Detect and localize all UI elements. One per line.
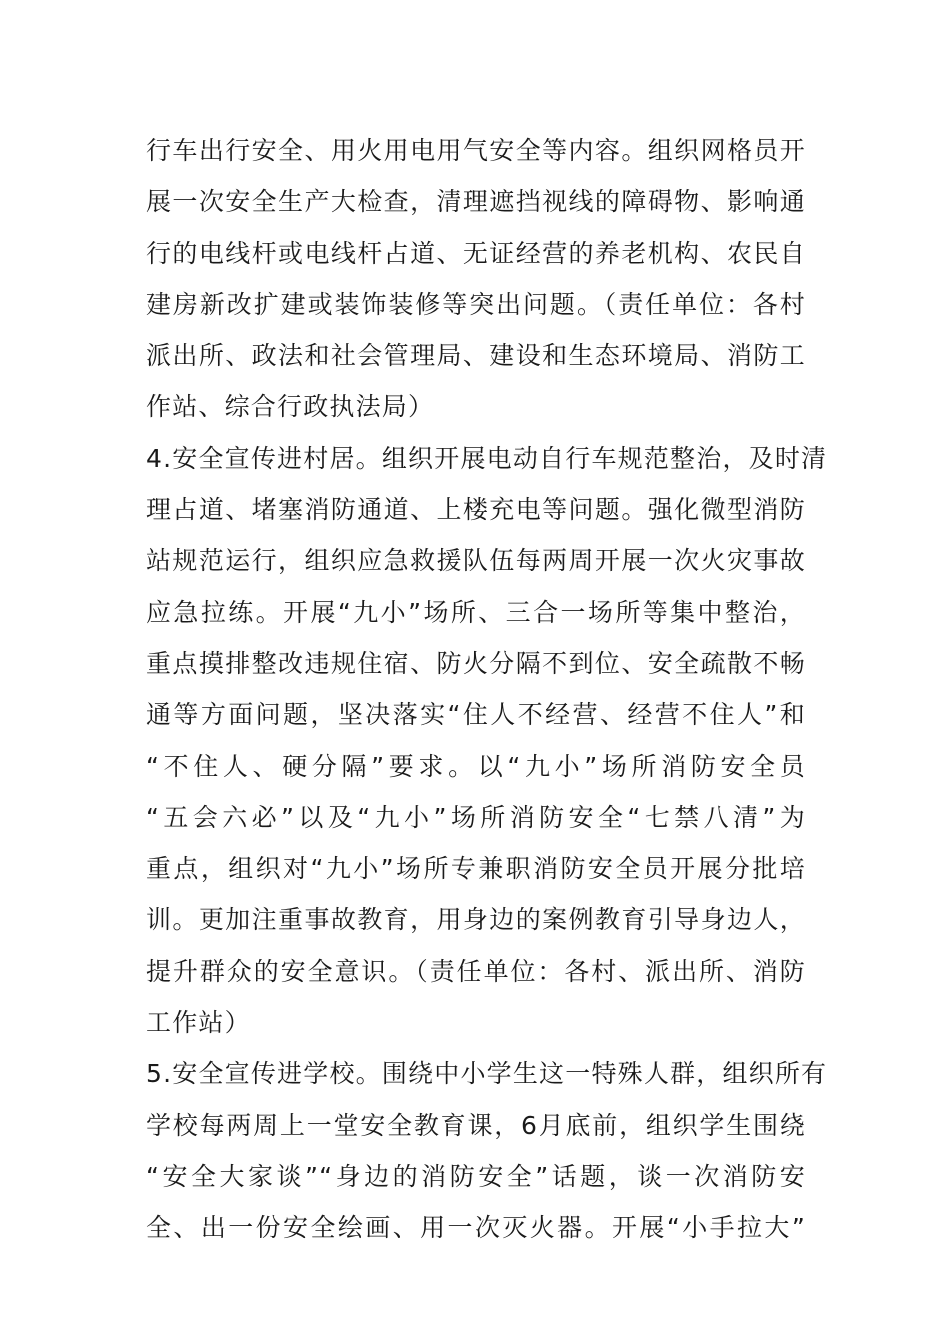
text-line: 行的电线杆或电线杆占道、无证经营的养老机构、农民自 <box>146 238 806 268</box>
text-line: 重点，组织对“九小”场所专兼职消防安全员开展分批培 <box>146 854 806 884</box>
section-4-heading-line: 4.安全宣传进村居。组织开展电动自行车规范整治，及时清 <box>146 443 828 473</box>
section-5-heading-line: 5.安全宣传进学校。围绕中小学生这一特殊人群，组织所有 <box>146 1059 828 1089</box>
text-line: 行车出行安全、用火用电用气安全等内容。组织网格员开 <box>146 136 806 165</box>
text-line: “安全大家谈”“身边的消防安全”话题，谈一次消防安 <box>146 1161 806 1191</box>
text-line: “不住人、硬分隔”要求。以“九小”场所消防安全员 <box>146 751 806 781</box>
text-line: 工作站） <box>146 1008 251 1038</box>
text-line: 重点摸排整改违规住宿、防火分隔不到位、安全疏散不畅 <box>146 648 806 678</box>
text-line: 理占道、堵塞消防通道、上楼充电等问题。强化微型消防 <box>146 495 806 525</box>
text-line: 学校每两周上一堂安全教育课，6月底前，组织学生围绕 <box>146 1110 806 1140</box>
text-line: 站规范运行，组织应急救援队伍每两周开展一次火灾事故 <box>146 546 806 576</box>
text-line: 应急拉练。开展“九小”场所、三合一场所等集中整治， <box>146 597 806 627</box>
text-line: 训。更加注重事故教育，用身边的案例教育引导身边人， <box>146 905 806 935</box>
text-line: 作站、综合行政执法局） <box>146 392 435 422</box>
text-line: 展一次安全生产大检查，清理遮挡视线的障碍物、影响通 <box>146 187 806 217</box>
text-line: 派出所、政法和社会管理局、建设和生态环境局、消防工 <box>146 341 806 371</box>
text-line: 提升群众的安全意识。（责任单位：各村、派出所、消防 <box>146 956 806 986</box>
text-line: 通等方面问题，坚决落实“住人不经营、经营不住人”和 <box>146 700 806 730</box>
body-text <box>146 125 828 1254</box>
text-line: 建房新改扩建或装饰装修等突出问题。（责任单位：各村 <box>146 289 806 319</box>
text-line: “五会六必”以及“九小”场所消防安全“七禁八清”为 <box>146 802 806 832</box>
text-line: 全、出一份安全绘画、用一次灭火器。开展“小手拉大” <box>146 1213 806 1243</box>
